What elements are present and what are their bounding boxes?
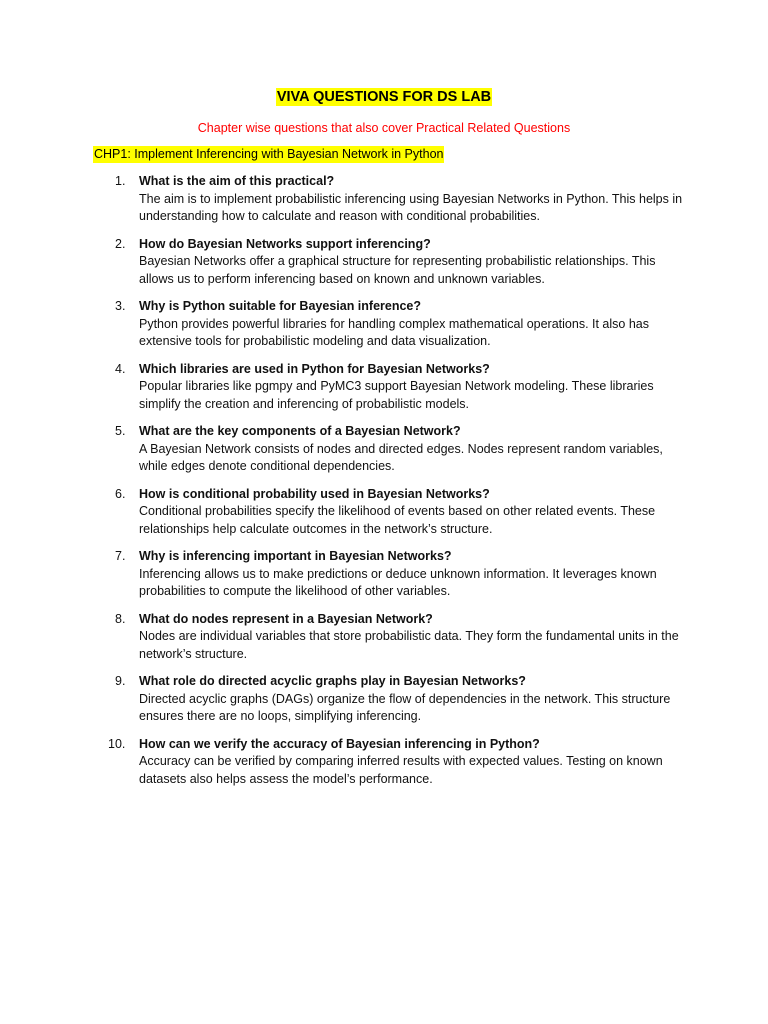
question-text: What do nodes represent in a Bayesian Network? [139,611,433,626]
question-list [93,173,693,798]
question-number: 9. [115,674,126,688]
question-number: 1. [115,174,126,188]
title-row [0,88,768,106]
answer-text: Popular libraries like pgmpy and PyMC3 support Bayesian Network modeling. These libraries simplify the creation and inferencing of probabilistic models. [139,379,654,411]
answer-text: Nodes are individual variables that store probabilistic data. They form the fundamental units in the network’s structure. [139,629,679,661]
question-number: 2. [115,236,126,251]
question-number: 5. [115,424,126,438]
question-number: 6. [115,486,126,501]
question-item [93,486,693,539]
question-number: 10. [108,736,126,751]
answer-text: A Bayesian Network consists of nodes and directed edges. Nodes represent random variables, while edges denote conditional dependencies. [139,441,663,473]
question-item [93,423,693,476]
question-item [93,361,693,414]
page-subtitle: Chapter wise questions that also cover Practical Related Questions [197,121,571,135]
answer-text: Accuracy can be verified by comparing inferred results with expected values. Testing on known datasets also helps assess the model’s performance. [139,754,663,786]
question-item [93,548,693,601]
question-text: How can we verify the accuracy of Bayesian inferencing in Python? [139,736,540,751]
chapter-heading: CHP1: Implement Inferencing with Bayesian Network in Python [94,147,444,161]
question-item [93,173,693,226]
question-item [93,611,693,664]
question-item [93,673,693,726]
question-number: 3. [115,299,126,313]
question-number: 8. [115,611,126,626]
question-number: 4. [115,361,126,376]
question-item [93,236,693,289]
answer-text: Conditional probabilities specify the likelihood of events based on other related events. These relationships help calculate outcomes in the network’s structure. [139,504,656,536]
question-text: What role do directed acyclic graphs play in Bayesian Networks? [139,674,526,688]
question-text: What are the key components of a Bayesian Network? [139,424,461,438]
question-text: Which libraries are used in Python for Bayesian Networks? [139,361,490,376]
question-text: How is conditional probability used in Bayesian Networks? [139,486,490,501]
answer-text: Directed acyclic graphs (DAGs) organize the flow of dependencies in the network. This structure ensures there are no loops, simplifying inferencing. [139,691,671,723]
question-text: Why is inferencing important in Bayesian Networks? [139,549,452,563]
question-item [93,298,693,351]
subtitle-row [0,119,768,137]
answer-text: Bayesian Networks offer a graphical structure for representing probabilistic relationships. This allows us to perform inferencing based on known and unknown variables. [139,254,656,286]
question-number: 7. [115,549,126,563]
answer-text: Inferencing allows us to make predictions or deduce unknown information. It leverages known probabilities to compute the likelihood of other variables. [139,566,657,598]
answer-text: The aim is to implement probabilistic inferencing using Bayesian Networks in Python. This helps in understanding how to calculate and reason with conditional probabilities. [139,191,683,223]
question-item [93,736,693,789]
question-text: Why is Python suitable for Bayesian inference? [139,299,422,313]
question-text: How do Bayesian Networks support inferencing? [139,236,431,251]
page-title: VIVA QUESTIONS FOR DS LAB [276,89,492,105]
question-text: What is the aim of this practical? [139,174,335,188]
answer-text: Python provides powerful libraries for handling complex mathematical operations. It also has extensive tools for probabilistic modeling and data visualization. [139,316,649,348]
